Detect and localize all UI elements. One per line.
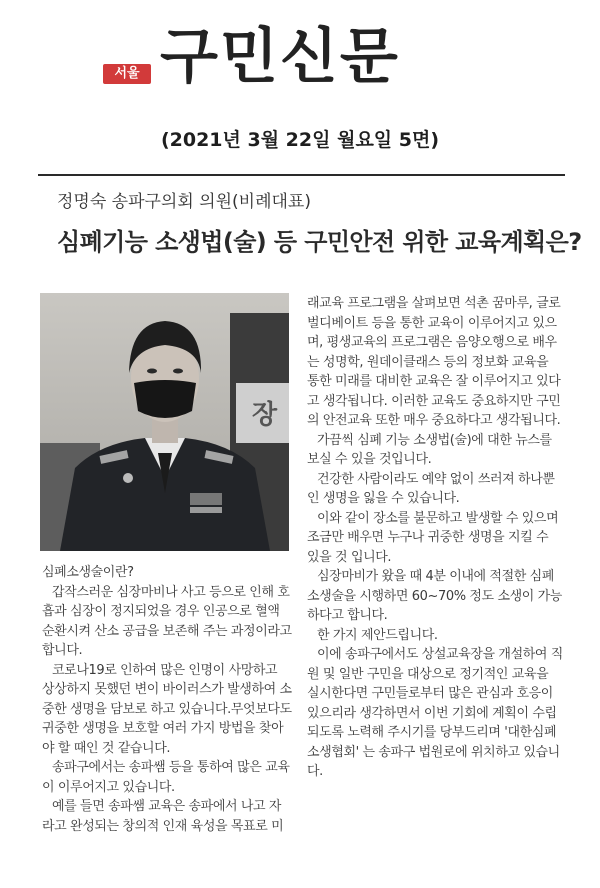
council-member-photo: [40, 293, 289, 551]
nameplate-text: 장: [252, 400, 278, 430]
publication-date: (2021년 3월 22일 월요일 5면): [160, 129, 440, 151]
header-divider: [38, 174, 565, 176]
paragraph: 이와 같이 장소를 불문하고 발생할 수 있으며 조금만 배우면 누구나 귀중한 생명을 지킬 수 있을 것 입니다.: [307, 510, 559, 565]
newspaper-logo: 구민신문: [160, 22, 400, 92]
paragraph: 한 가지 제안드립니다.: [317, 627, 438, 643]
seoul-badge: 서울: [103, 64, 151, 84]
paragraph: 건강한 사람이라도 예약 없이 쓰러져 하나뿐인 생명을 잃을 수 있습니다.: [307, 471, 555, 506]
article-column-right: [307, 294, 563, 782]
paragraph: 래교육 프로그램을 살펴보면 석촌 꿈마루, 글로벌디베이트 등을 통한 교육이 이루어지고 있으며, 평생교육의 프로그램은 음양오행으로 배우는 성명학, 원데이클래스 등의 정보화 교육을 통한 미래를 대비한 교육은 잘 이루어지고 있다고 생각됩니다. 이러한 교육도 중요하지만 구민의 안전교육 또한 매우 중요하다고 생각됩니다.: [307, 296, 561, 428]
article-column-left: [42, 563, 292, 836]
paragraph: 심장마비가 왔을 때 4분 이내에 적절한 심폐소생술을 시행하면 60~70% 정도 소생이 가능하다고 합니다.: [307, 569, 562, 623]
paragraph: 이에 송파구에서도 상설교육장을 개설하여 직원 및 일반 구민을 대상으로 정기적인 교육을 실시한다면 구민들로부터 많은 관심과 호응이 있으리라 생각하면서 이번 기회에 계획이 수립되도록 노력해 주시기를 당부드리며 '대한심폐소생협회' 는 송파구 법원로에 위치하고 있습니다.: [307, 647, 563, 779]
paragraph: 갑작스러운 심장마비나 사고 등으로 인해 호흡과 심장이 정지되었을 경우 인공으로 혈액 순환시켜 산소 공급을 보존해 주는 과정이라고 합니다.: [42, 584, 292, 658]
paragraph: 가끔씩 심폐 기능 소생법(술)에 대한 뉴스를 보실 수 있을 것입니다.: [307, 432, 552, 467]
paragraph: 심폐소생술이란?: [42, 565, 134, 580]
paragraph: 송파구에서는 송파쌤 등을 통하여 많은 교육이 이루어지고 있습니다.: [42, 760, 290, 795]
paragraph: 예를 들면 송파쌤 교육은 송파에서 나고 자라고 완성되는 창의적 인재 육성을 목표로 미: [42, 799, 284, 834]
paragraph: 코로나19로 인하여 많은 인명이 사망하고 상상하지 못했던 변이 바이러스가 발생하여 소중한 생명을 담보로 하고 있습니다.무엇보다도 귀중한 생명을 보호할 여러 가지 방법을 찾아야 할 때인 것 같습니다.: [42, 662, 292, 756]
article-byline: 정명숙 송파구의회 의원(비례대표): [57, 192, 311, 212]
article-headline: 심폐기능 소생법(술) 등 구민안전 위한 교육계획은?: [57, 228, 582, 256]
